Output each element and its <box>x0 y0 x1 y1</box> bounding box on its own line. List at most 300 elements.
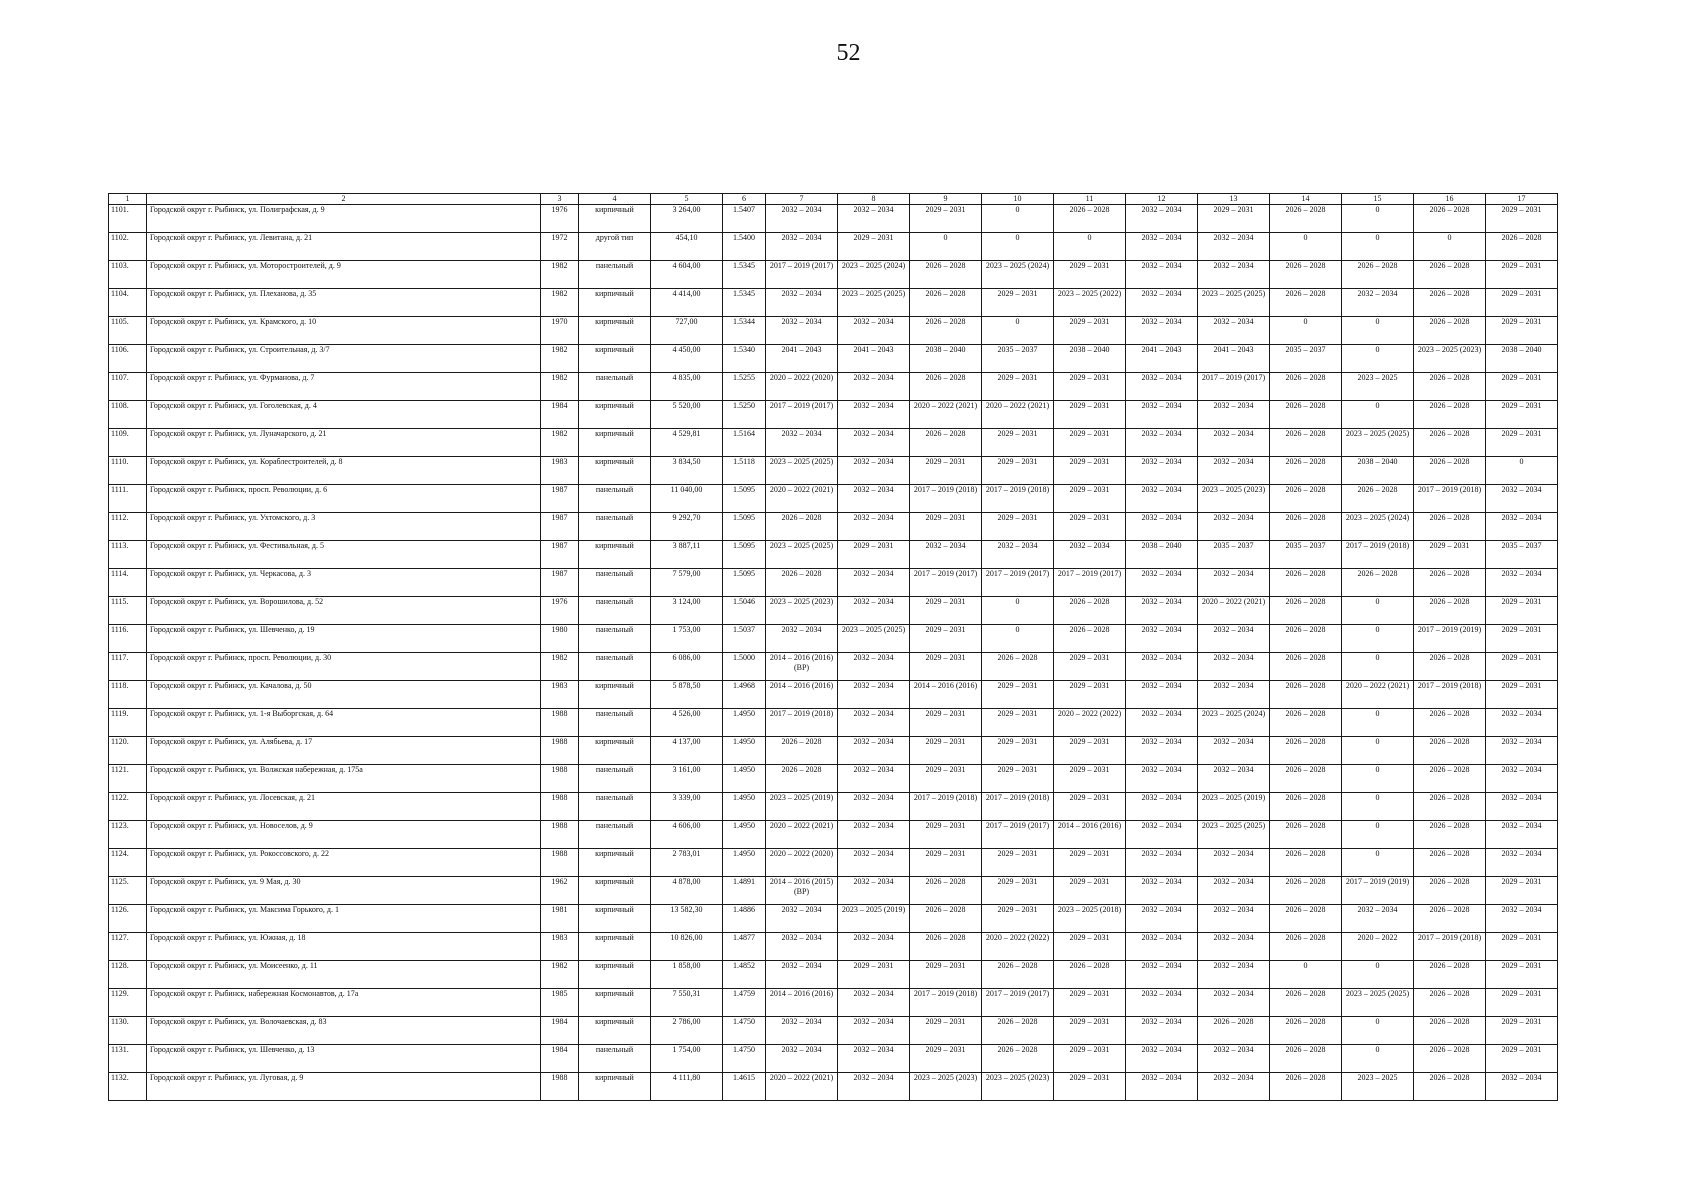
table-cell-col-5: 2 786,00 <box>651 1017 723 1045</box>
table-cell-col-15: 2023 – 2025 <box>1342 1073 1414 1101</box>
table-cell-col-5: 5 520,00 <box>651 401 723 429</box>
table-cell-col-8: 2041 – 2043 <box>838 345 910 373</box>
table-cell-col-1: 1101. <box>109 205 147 233</box>
table-cell-col-16: 2017 – 2019 (2018) <box>1414 485 1486 513</box>
table-cell-col-16: 2029 – 2031 <box>1414 541 1486 569</box>
table-cell-col-14: 2026 – 2028 <box>1270 429 1342 457</box>
table-row <box>109 821 1558 849</box>
table-cell-col-8: 2032 – 2034 <box>838 457 910 485</box>
table-cell-col-11: 2029 – 2031 <box>1054 793 1126 821</box>
table-cell-col-3: 1982 <box>541 653 579 681</box>
table-cell-col-4: кирпичный <box>579 401 651 429</box>
table-cell-col-17: 2029 – 2031 <box>1486 597 1558 625</box>
table-cell-col-7: 2020 – 2022 (2021) <box>766 821 838 849</box>
table-cell-col-11: 2029 – 2031 <box>1054 429 1126 457</box>
table-cell-col-14: 0 <box>1270 961 1342 989</box>
table-cell-col-4: кирпичный <box>579 345 651 373</box>
table-cell-col-6: 1.4877 <box>723 933 766 961</box>
table-cell-col-9: 2026 – 2028 <box>910 261 982 289</box>
table-cell-col-2: Городской округ г. Рыбинск, ул. 1-я Выборгская, д. 64 <box>147 709 541 737</box>
table-row <box>109 793 1558 821</box>
table-cell-col-4: кирпичный <box>579 989 651 1017</box>
table-cell-col-5: 4 606,00 <box>651 821 723 849</box>
table-cell-col-1: 1132. <box>109 1073 147 1101</box>
table-cell-col-13: 2032 – 2034 <box>1198 849 1270 877</box>
table-cell-col-5: 454,10 <box>651 233 723 261</box>
table-cell-col-8: 2032 – 2034 <box>838 205 910 233</box>
table-cell-col-17: 2032 – 2034 <box>1486 849 1558 877</box>
table-cell-col-15: 2017 – 2019 (2019) <box>1342 877 1414 905</box>
table-cell-col-10: 2020 – 2022 (2022) <box>982 933 1054 961</box>
table-cell-col-17: 2029 – 2031 <box>1486 1017 1558 1045</box>
table-cell-col-13: 2035 – 2037 <box>1198 541 1270 569</box>
table-cell-col-13: 2032 – 2034 <box>1198 877 1270 905</box>
table-cell-col-7: 2023 – 2025 (2025) <box>766 457 838 485</box>
table-cell-col-6: 1.5345 <box>723 261 766 289</box>
table-cell-col-4: панельный <box>579 485 651 513</box>
table-cell-col-11: 2029 – 2031 <box>1054 401 1126 429</box>
table-cell-col-16: 2026 – 2028 <box>1414 317 1486 345</box>
table-cell-col-1: 1112. <box>109 513 147 541</box>
table-cell-col-2: Городской округ г. Рыбинск, ул. Строительная, д. 3/7 <box>147 345 541 373</box>
table-cell-col-3: 1984 <box>541 401 579 429</box>
table-cell-col-12: 2032 – 2034 <box>1126 317 1198 345</box>
table-cell-col-1: 1113. <box>109 541 147 569</box>
table-cell-col-6: 1.4950 <box>723 709 766 737</box>
table-cell-col-11: 2029 – 2031 <box>1054 317 1126 345</box>
table-cell-col-15: 0 <box>1342 345 1414 373</box>
table-cell-col-17: 2035 – 2037 <box>1486 541 1558 569</box>
table-cell-col-16: 2026 – 2028 <box>1414 1017 1486 1045</box>
table-cell-col-5: 9 292,70 <box>651 513 723 541</box>
table-cell-col-17: 2032 – 2034 <box>1486 793 1558 821</box>
table-cell-col-12: 2032 – 2034 <box>1126 401 1198 429</box>
table-cell-col-12: 2032 – 2034 <box>1126 793 1198 821</box>
table-cell-col-15: 2038 – 2040 <box>1342 457 1414 485</box>
table-cell-col-16: 2026 – 2028 <box>1414 709 1486 737</box>
table-cell-col-2: Городской округ г. Рыбинск, ул. Луговая, д. 9 <box>147 1073 541 1101</box>
table-cell-col-13: 2041 – 2043 <box>1198 345 1270 373</box>
table-cell-col-16: 2026 – 2028 <box>1414 205 1486 233</box>
table-cell-col-17: 2032 – 2034 <box>1486 709 1558 737</box>
table-cell-col-13: 2032 – 2034 <box>1198 653 1270 681</box>
table-cell-col-14: 2026 – 2028 <box>1270 905 1342 933</box>
table-cell-col-14: 2026 – 2028 <box>1270 485 1342 513</box>
table-cell-col-2: Городской округ г. Рыбинск, ул. Фурманова, д. 7 <box>147 373 541 401</box>
table-cell-col-15: 0 <box>1342 737 1414 765</box>
table-row <box>109 1017 1558 1045</box>
table-cell-col-4: панельный <box>579 625 651 653</box>
table-cell-col-13: 2032 – 2034 <box>1198 317 1270 345</box>
table-cell-col-15: 0 <box>1342 821 1414 849</box>
table-cell-col-2: Городской округ г. Рыбинск, набережная Космонавтов, д. 17а <box>147 989 541 1017</box>
table-cell-col-9: 2023 – 2025 (2023) <box>910 1073 982 1101</box>
table-cell-col-13: 2023 – 2025 (2025) <box>1198 821 1270 849</box>
table-cell-col-17: 2029 – 2031 <box>1486 877 1558 905</box>
table-cell-col-3: 1981 <box>541 905 579 933</box>
table-cell-col-11: 2029 – 2031 <box>1054 457 1126 485</box>
table-cell-col-10: 2029 – 2031 <box>982 849 1054 877</box>
table-cell-col-15: 2020 – 2022 <box>1342 933 1414 961</box>
table-cell-col-16: 2017 – 2019 (2018) <box>1414 933 1486 961</box>
table-cell-col-7: 2020 – 2022 (2020) <box>766 849 838 877</box>
table-cell-col-2: Городской округ г. Рыбинск, ул. Шевченко, д. 19 <box>147 625 541 653</box>
table-cell-col-12: 2032 – 2034 <box>1126 905 1198 933</box>
table-cell-col-8: 2032 – 2034 <box>838 1073 910 1101</box>
table-cell-col-1: 1104. <box>109 289 147 317</box>
table-cell-col-6: 1.4950 <box>723 849 766 877</box>
table-cell-col-5: 5 878,50 <box>651 681 723 709</box>
table-cell-col-9: 2029 – 2031 <box>910 709 982 737</box>
table-cell-col-14: 2026 – 2028 <box>1270 989 1342 1017</box>
table-cell-col-4: панельный <box>579 261 651 289</box>
table-cell-col-7: 2026 – 2028 <box>766 737 838 765</box>
table-cell-col-1: 1116. <box>109 625 147 653</box>
table-cell-col-7: 2023 – 2025 (2025) <box>766 541 838 569</box>
table-cell-col-10: 2023 – 2025 (2024) <box>982 261 1054 289</box>
table-cell-col-5: 3 834,50 <box>651 457 723 485</box>
table-cell-col-12: 2032 – 2034 <box>1126 933 1198 961</box>
table-cell-col-17: 2029 – 2031 <box>1486 653 1558 681</box>
table-cell-col-13: 2023 – 2025 (2023) <box>1198 485 1270 513</box>
table-cell-col-7: 2032 – 2034 <box>766 1017 838 1045</box>
table-cell-col-12: 2032 – 2034 <box>1126 961 1198 989</box>
table-row <box>109 653 1558 681</box>
table-cell-col-5: 3 124,00 <box>651 597 723 625</box>
table-cell-col-12: 2032 – 2034 <box>1126 989 1198 1017</box>
table-cell-col-6: 1.4950 <box>723 765 766 793</box>
table-cell-col-10: 0 <box>982 233 1054 261</box>
table-cell-col-1: 1123. <box>109 821 147 849</box>
table-cell-col-16: 0 <box>1414 233 1486 261</box>
table-row <box>109 1045 1558 1073</box>
table-cell-col-4: кирпичный <box>579 933 651 961</box>
table-cell-col-8: 2032 – 2034 <box>838 709 910 737</box>
table-cell-col-1: 1110. <box>109 457 147 485</box>
table-cell-col-13: 2032 – 2034 <box>1198 261 1270 289</box>
table-cell-col-12: 2032 – 2034 <box>1126 653 1198 681</box>
table-cell-col-7: 2020 – 2022 (2021) <box>766 485 838 513</box>
table-cell-col-13: 2023 – 2025 (2025) <box>1198 289 1270 317</box>
table-cell-col-3: 1982 <box>541 429 579 457</box>
table-cell-col-7: 2014 – 2016 (2016) <box>766 989 838 1017</box>
table-row <box>109 569 1558 597</box>
table-cell-col-1: 1127. <box>109 933 147 961</box>
table-cell-col-7: 2023 – 2025 (2019) <box>766 793 838 821</box>
table-cell-col-2: Городской округ г. Рыбинск, ул. Гоголевская, д. 4 <box>147 401 541 429</box>
table-cell-col-6: 1.5400 <box>723 233 766 261</box>
table-cell-col-3: 1987 <box>541 569 579 597</box>
table-cell-col-14: 2026 – 2028 <box>1270 261 1342 289</box>
table-cell-col-10: 2029 – 2031 <box>982 513 1054 541</box>
table-cell-col-2: Городской округ г. Рыбинск, ул. Моторостроителей, д. 9 <box>147 261 541 289</box>
table-cell-col-7: 2026 – 2028 <box>766 569 838 597</box>
table-cell-col-4: кирпичный <box>579 457 651 485</box>
table-cell-col-14: 2026 – 2028 <box>1270 597 1342 625</box>
table-cell-col-9: 2026 – 2028 <box>910 373 982 401</box>
table-cell-col-16: 2026 – 2028 <box>1414 457 1486 485</box>
table-cell-col-15: 0 <box>1342 597 1414 625</box>
table-cell-col-5: 6 086,00 <box>651 653 723 681</box>
table-cell-col-5: 4 604,00 <box>651 261 723 289</box>
table-cell-col-15: 0 <box>1342 961 1414 989</box>
table-row <box>109 709 1558 737</box>
table-cell-col-14: 2026 – 2028 <box>1270 653 1342 681</box>
table-cell-col-14: 2026 – 2028 <box>1270 289 1342 317</box>
table-cell-col-6: 1.4950 <box>723 737 766 765</box>
column-header-9: 9 <box>910 194 982 205</box>
table-cell-col-7: 2032 – 2034 <box>766 429 838 457</box>
table-cell-col-9: 2017 – 2019 (2018) <box>910 989 982 1017</box>
table-cell-col-9: 2029 – 2031 <box>910 849 982 877</box>
table-cell-col-4: панельный <box>579 513 651 541</box>
table-cell-col-3: 1970 <box>541 317 579 345</box>
table-cell-col-13: 2023 – 2025 (2019) <box>1198 793 1270 821</box>
table-cell-col-11: 2029 – 2031 <box>1054 373 1126 401</box>
table-row <box>109 429 1558 457</box>
table-cell-col-14: 2026 – 2028 <box>1270 709 1342 737</box>
table-cell-col-3: 1983 <box>541 457 579 485</box>
table-cell-col-10: 2029 – 2031 <box>982 429 1054 457</box>
table-cell-col-8: 2032 – 2034 <box>838 877 910 905</box>
table-cell-col-12: 2032 – 2034 <box>1126 821 1198 849</box>
table-cell-col-16: 2026 – 2028 <box>1414 793 1486 821</box>
table-cell-col-6: 1.5164 <box>723 429 766 457</box>
table-cell-col-17: 2032 – 2034 <box>1486 485 1558 513</box>
table-cell-col-15: 2023 – 2025 (2025) <box>1342 989 1414 1017</box>
table-cell-col-2: Городской округ г. Рыбинск, просп. Революции, д. 6 <box>147 485 541 513</box>
table-cell-col-3: 1985 <box>541 989 579 1017</box>
table-cell-col-10: 2029 – 2031 <box>982 877 1054 905</box>
table-cell-col-14: 2026 – 2028 <box>1270 933 1342 961</box>
table-cell-col-11: 2014 – 2016 (2016) <box>1054 821 1126 849</box>
table-cell-col-16: 2026 – 2028 <box>1414 261 1486 289</box>
table-cell-col-13: 2032 – 2034 <box>1198 1045 1270 1073</box>
table-cell-col-8: 2032 – 2034 <box>838 933 910 961</box>
table-cell-col-2: Городской округ г. Рыбинск, ул. Максима Горького, д. 1 <box>147 905 541 933</box>
table-cell-col-2: Городской округ г. Рыбинск, ул. Фестивальная, д. 5 <box>147 541 541 569</box>
table-cell-col-5: 4 529,81 <box>651 429 723 457</box>
table-cell-col-1: 1124. <box>109 849 147 877</box>
table-cell-col-9: 2029 – 2031 <box>910 457 982 485</box>
table-cell-col-10: 2026 – 2028 <box>982 961 1054 989</box>
table-cell-col-4: панельный <box>579 793 651 821</box>
table-cell-col-3: 1987 <box>541 485 579 513</box>
table-cell-col-10: 2017 – 2019 (2017) <box>982 821 1054 849</box>
table-cell-col-7: 2020 – 2022 (2020) <box>766 373 838 401</box>
table-cell-col-5: 4 450,00 <box>651 345 723 373</box>
table-cell-col-10: 2020 – 2022 (2021) <box>982 401 1054 429</box>
table-cell-col-11: 2026 – 2028 <box>1054 625 1126 653</box>
table-cell-col-9: 2038 – 2040 <box>910 345 982 373</box>
table-cell-col-4: кирпичный <box>579 1073 651 1101</box>
table-cell-col-17: 2029 – 2031 <box>1486 261 1558 289</box>
table-cell-col-1: 1103. <box>109 261 147 289</box>
table-cell-col-5: 4 137,00 <box>651 737 723 765</box>
data-table-container <box>108 193 1558 1101</box>
table-cell-col-11: 2023 – 2025 (2018) <box>1054 905 1126 933</box>
table-cell-col-7: 2020 – 2022 (2021) <box>766 1073 838 1101</box>
table-cell-col-6: 1.4759 <box>723 989 766 1017</box>
table-cell-col-11: 2029 – 2031 <box>1054 933 1126 961</box>
table-cell-col-9: 2029 – 2031 <box>910 765 982 793</box>
table-cell-col-4: кирпичный <box>579 681 651 709</box>
table-cell-col-13: 2032 – 2034 <box>1198 625 1270 653</box>
table-cell-col-9: 2029 – 2031 <box>910 513 982 541</box>
table-cell-col-5: 1 858,00 <box>651 961 723 989</box>
table-cell-col-9: 2014 – 2016 (2016) <box>910 681 982 709</box>
table-cell-col-3: 1976 <box>541 205 579 233</box>
table-cell-col-10: 2029 – 2031 <box>982 373 1054 401</box>
table-cell-col-11: 2026 – 2028 <box>1054 205 1126 233</box>
table-header-row <box>109 194 1558 205</box>
table-cell-col-16: 2026 – 2028 <box>1414 737 1486 765</box>
column-header-7: 7 <box>766 194 838 205</box>
table-cell-col-9: 2026 – 2028 <box>910 289 982 317</box>
table-cell-col-4: кирпичный <box>579 849 651 877</box>
column-header-6: 6 <box>723 194 766 205</box>
table-row <box>109 681 1558 709</box>
table-cell-col-15: 2032 – 2034 <box>1342 289 1414 317</box>
table-cell-col-8: 2032 – 2034 <box>838 317 910 345</box>
table-cell-col-16: 2026 – 2028 <box>1414 821 1486 849</box>
table-cell-col-8: 2032 – 2034 <box>838 765 910 793</box>
table-cell-col-13: 2029 – 2031 <box>1198 205 1270 233</box>
table-cell-col-7: 2026 – 2028 <box>766 765 838 793</box>
table-cell-col-1: 1107. <box>109 373 147 401</box>
table-cell-col-8: 2032 – 2034 <box>838 989 910 1017</box>
table-cell-col-1: 1109. <box>109 429 147 457</box>
table-cell-col-3: 1988 <box>541 737 579 765</box>
column-header-11: 11 <box>1054 194 1126 205</box>
table-cell-col-12: 2032 – 2034 <box>1126 233 1198 261</box>
table-cell-col-7: 2017 – 2019 (2018) <box>766 709 838 737</box>
table-cell-col-9: 2017 – 2019 (2018) <box>910 485 982 513</box>
table-cell-col-2: Городской округ г. Рыбинск, ул. Плеханова, д. 35 <box>147 289 541 317</box>
table-cell-col-10: 2029 – 2031 <box>982 737 1054 765</box>
table-cell-col-10: 2035 – 2037 <box>982 345 1054 373</box>
table-cell-col-14: 2026 – 2028 <box>1270 373 1342 401</box>
table-row <box>109 905 1558 933</box>
table-cell-col-9: 2029 – 2031 <box>910 625 982 653</box>
table-cell-col-6: 1.5118 <box>723 457 766 485</box>
table-cell-col-14: 2035 – 2037 <box>1270 345 1342 373</box>
table-cell-col-12: 2032 – 2034 <box>1126 597 1198 625</box>
table-cell-col-14: 2026 – 2028 <box>1270 849 1342 877</box>
table-cell-col-10: 2029 – 2031 <box>982 709 1054 737</box>
table-cell-col-1: 1129. <box>109 989 147 1017</box>
table-cell-col-1: 1102. <box>109 233 147 261</box>
table-cell-col-7: 2026 – 2028 <box>766 513 838 541</box>
column-header-1: 1 <box>109 194 147 205</box>
table-cell-col-3: 1982 <box>541 289 579 317</box>
table-cell-col-9: 2029 – 2031 <box>910 205 982 233</box>
table-cell-col-7: 2032 – 2034 <box>766 625 838 653</box>
table-cell-col-7: 2014 – 2016 (2016) (ВР) <box>766 653 838 681</box>
table-cell-col-2: Городской округ г. Рыбинск, ул. Левитана, д. 21 <box>147 233 541 261</box>
table-cell-col-4: панельный <box>579 597 651 625</box>
table-cell-col-3: 1982 <box>541 373 579 401</box>
table-cell-col-8: 2029 – 2031 <box>838 961 910 989</box>
table-cell-col-11: 2023 – 2025 (2022) <box>1054 289 1126 317</box>
table-body <box>109 205 1558 1101</box>
table-row <box>109 737 1558 765</box>
table-cell-col-8: 2023 – 2025 (2019) <box>838 905 910 933</box>
table-cell-col-15: 0 <box>1342 625 1414 653</box>
table-cell-col-15: 0 <box>1342 205 1414 233</box>
table-cell-col-13: 2032 – 2034 <box>1198 401 1270 429</box>
table-cell-col-17: 2029 – 2031 <box>1486 625 1558 653</box>
table-cell-col-8: 2032 – 2034 <box>838 429 910 457</box>
table-cell-col-12: 2032 – 2034 <box>1126 289 1198 317</box>
table-cell-col-5: 10 826,00 <box>651 933 723 961</box>
table-cell-col-1: 1106. <box>109 345 147 373</box>
table-cell-col-12: 2032 – 2034 <box>1126 765 1198 793</box>
column-header-3: 3 <box>541 194 579 205</box>
table-cell-col-3: 1982 <box>541 261 579 289</box>
table-cell-col-4: кирпичный <box>579 961 651 989</box>
table-cell-col-1: 1131. <box>109 1045 147 1073</box>
table-cell-col-11: 2029 – 2031 <box>1054 513 1126 541</box>
table-cell-col-16: 2026 – 2028 <box>1414 1045 1486 1073</box>
table-cell-col-10: 2026 – 2028 <box>982 1017 1054 1045</box>
column-header-8: 8 <box>838 194 910 205</box>
table-cell-col-8: 2032 – 2034 <box>838 1045 910 1073</box>
table-cell-col-13: 2032 – 2034 <box>1198 429 1270 457</box>
table-cell-col-11: 2029 – 2031 <box>1054 849 1126 877</box>
table-cell-col-3: 1987 <box>541 541 579 569</box>
table-cell-col-3: 1988 <box>541 821 579 849</box>
column-header-13: 13 <box>1198 194 1270 205</box>
table-cell-col-17: 2029 – 2031 <box>1486 289 1558 317</box>
table-cell-col-6: 1.4615 <box>723 1073 766 1101</box>
table-cell-col-9: 2029 – 2031 <box>910 653 982 681</box>
table-cell-col-6: 1.5344 <box>723 317 766 345</box>
table-cell-col-11: 2029 – 2031 <box>1054 261 1126 289</box>
column-header-12: 12 <box>1126 194 1198 205</box>
table-row <box>109 457 1558 485</box>
table-cell-col-17: 2029 – 2031 <box>1486 1045 1558 1073</box>
data-table <box>108 193 1558 1101</box>
table-cell-col-8: 2032 – 2034 <box>838 513 910 541</box>
table-cell-col-4: кирпичный <box>579 737 651 765</box>
table-cell-col-9: 2029 – 2031 <box>910 737 982 765</box>
table-cell-col-9: 2029 – 2031 <box>910 961 982 989</box>
column-header-10: 10 <box>982 194 1054 205</box>
table-cell-col-7: 2017 – 2019 (2017) <box>766 401 838 429</box>
table-cell-col-12: 2032 – 2034 <box>1126 457 1198 485</box>
table-cell-col-11: 2029 – 2031 <box>1054 653 1126 681</box>
table-cell-col-6: 1.5407 <box>723 205 766 233</box>
table-cell-col-2: Городской округ г. Рыбинск, ул. Черкасова, д. 3 <box>147 569 541 597</box>
table-cell-col-7: 2023 – 2025 (2023) <box>766 597 838 625</box>
table-cell-col-8: 2032 – 2034 <box>838 401 910 429</box>
table-cell-col-13: 2032 – 2034 <box>1198 513 1270 541</box>
table-cell-col-1: 1126. <box>109 905 147 933</box>
table-cell-col-4: панельный <box>579 1045 651 1073</box>
table-cell-col-16: 2023 – 2025 (2023) <box>1414 345 1486 373</box>
table-cell-col-15: 2026 – 2028 <box>1342 485 1414 513</box>
table-cell-col-6: 1.5340 <box>723 345 766 373</box>
table-cell-col-17: 2032 – 2034 <box>1486 737 1558 765</box>
table-cell-col-8: 2032 – 2034 <box>838 373 910 401</box>
table-cell-col-9: 2029 – 2031 <box>910 1017 982 1045</box>
table-cell-col-17: 2029 – 2031 <box>1486 961 1558 989</box>
table-cell-col-17: 2032 – 2034 <box>1486 513 1558 541</box>
table-cell-col-8: 2023 – 2025 (2025) <box>838 289 910 317</box>
table-cell-col-13: 2032 – 2034 <box>1198 457 1270 485</box>
table-cell-col-2: Городской округ г. Рыбинск, ул. 9 Мая, д. 30 <box>147 877 541 905</box>
